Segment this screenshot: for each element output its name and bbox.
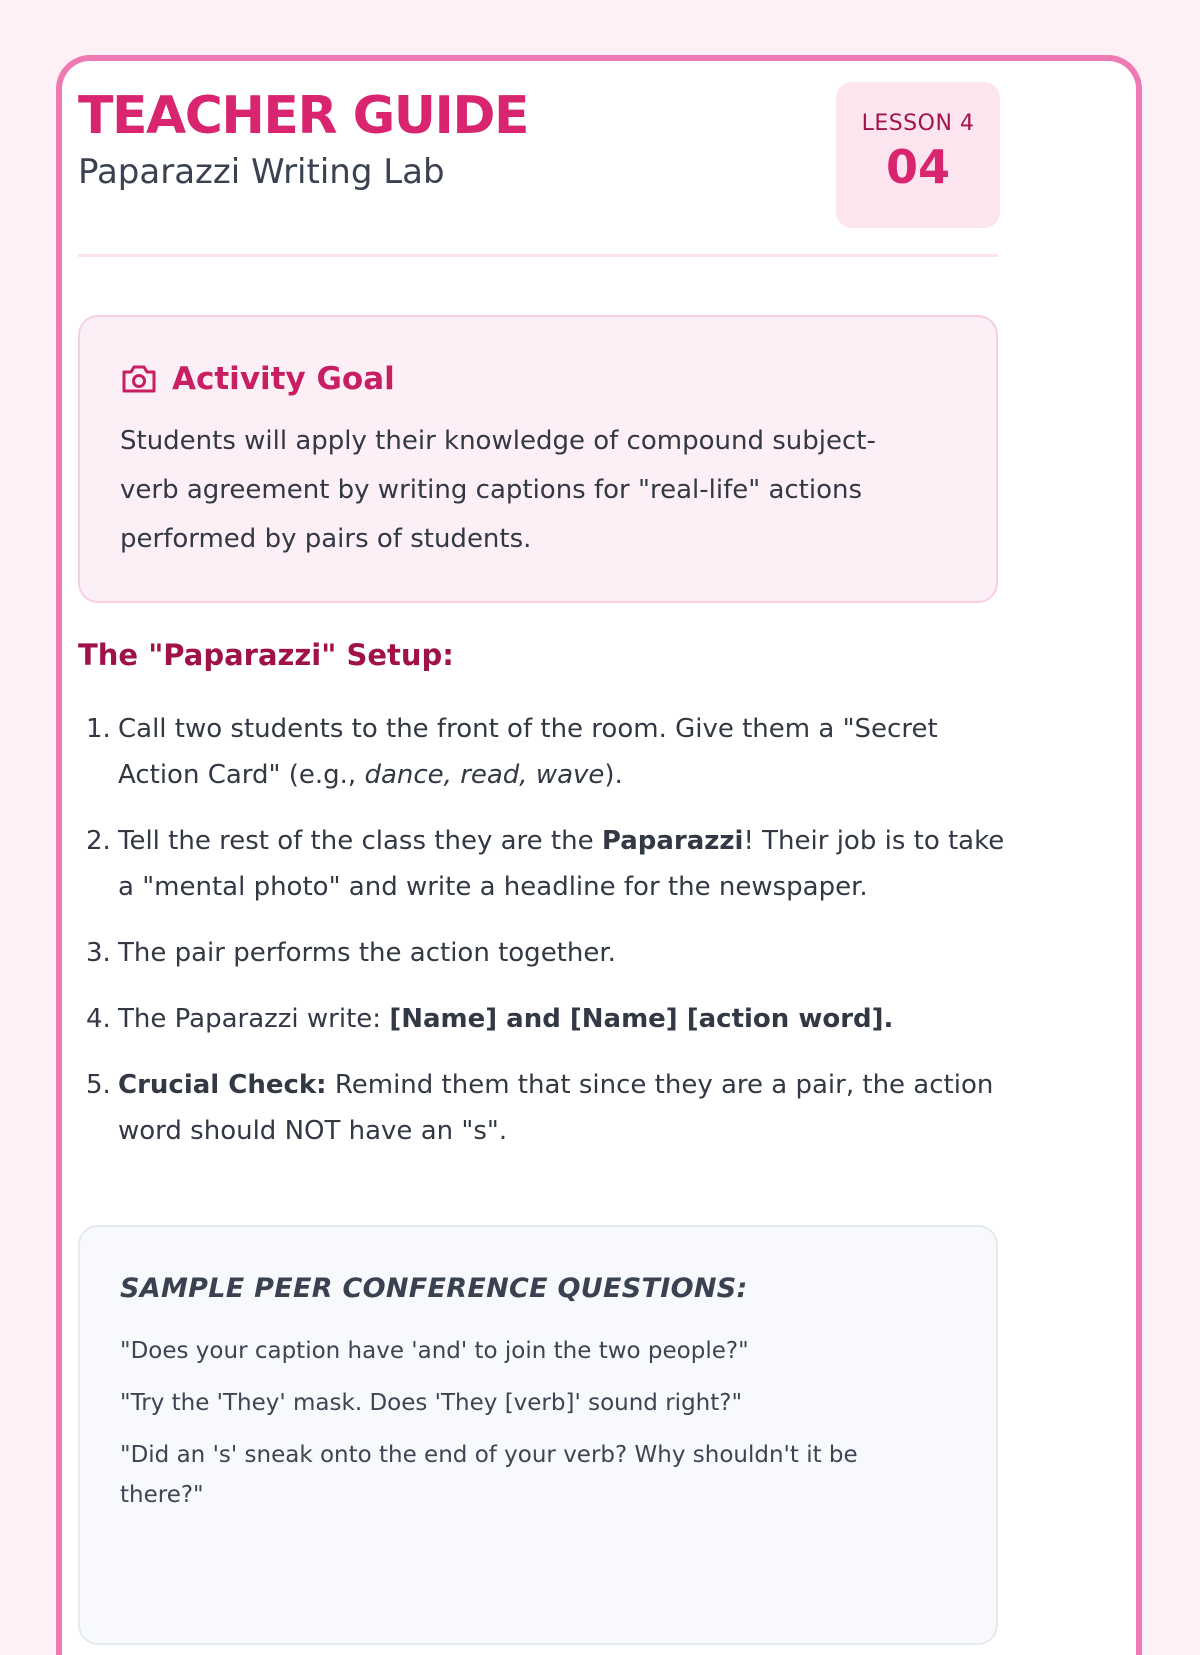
setup-step-5 [78,1062,1008,1154]
camera-icon [120,362,158,396]
page-title: TEACHER GUIDE [78,86,529,146]
step-bold-formula: [Name] and [Name] [action word]. [389,1004,894,1034]
step-number: 2. [86,826,111,856]
peer-questions-box [78,1225,998,1645]
peer-question: "Try the 'They' mask. Does 'They [verb]' sound right?" [120,1390,743,1416]
peer-question: "Did an 's' sneak onto the end of your verb? Why shouldn't it be there?" [120,1442,858,1508]
peer-question: "Does your caption have 'and' to join the two people?" [120,1338,749,1364]
step-number: 4. [86,1004,111,1034]
activity-goal-box [78,315,998,603]
step-number: 1. [86,714,111,744]
peer-questions-title: SAMPLE PEER CONFERENCE QUESTIONS: [120,1273,748,1304]
setup-steps-list [78,706,1008,1174]
step-text-end: ). [604,760,623,790]
step-bold-term: Paparazzi [601,826,744,856]
setup-step-2 [78,818,1008,910]
lesson-number: 04 [885,140,950,194]
step-text-end: Remind them that since they are a pair, the action word should NOT have an "s". [118,1070,994,1146]
activity-goal-title: Activity Goal [172,361,395,397]
step-text-end: ! Their job is to take a "mental photo" and write a headline for the newspaper. [118,826,1005,902]
setup-step-3 [78,930,1008,976]
setup-step-4 [78,996,1008,1042]
activity-goal-heading [120,359,956,399]
step-text: Call two students to the front of the room. Give them a "Secret Action Card" (e.g., [118,714,938,790]
lesson-badge [836,82,1000,228]
page-subtitle: Paparazzi Writing Lab [78,152,445,192]
guide-header [78,84,998,257]
step-italic-examples: dance, read, wave [364,760,605,790]
step-number: 3. [86,938,111,968]
step-text: Tell the rest of the class they are the [118,826,602,856]
step-text: The pair performs the action together. [118,938,616,968]
lesson-label: LESSON 4 [861,111,975,136]
setup-step-1 [78,706,1008,798]
step-bold-label: Crucial Check: [118,1070,327,1100]
activity-goal-text: Students will apply their knowledge of compound subject-verb agreement by writing captions for "real-life" actions performed by pairs of students. [120,426,876,554]
setup-heading: The "Paparazzi" Setup: [78,638,454,672]
step-number: 5. [86,1070,111,1100]
step-text: The Paparazzi write: [118,1004,390,1034]
